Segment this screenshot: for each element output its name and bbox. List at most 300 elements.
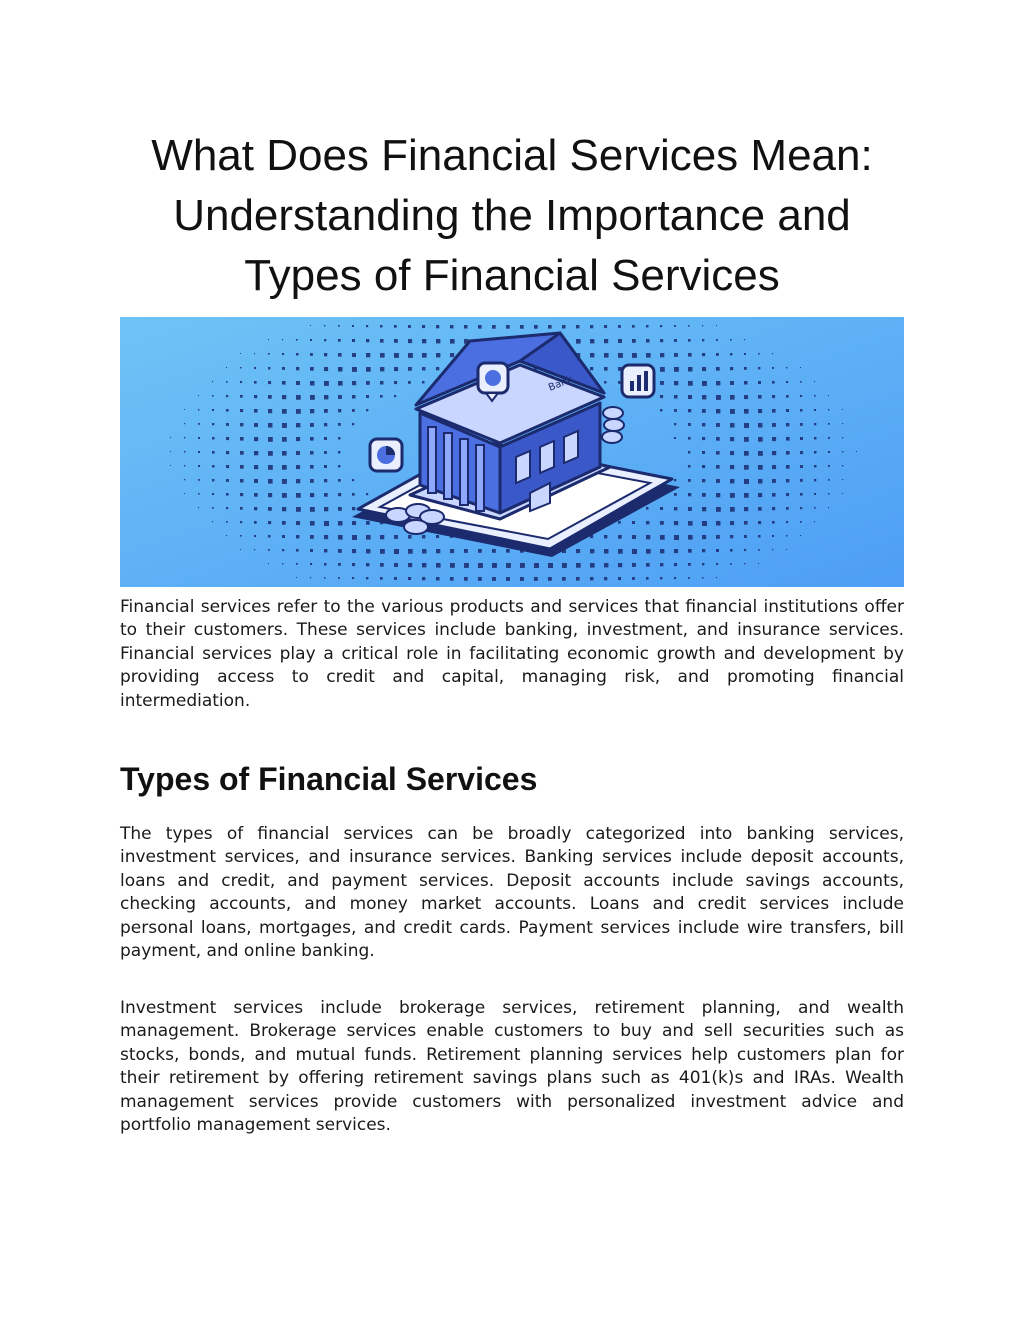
halftone-dot	[268, 395, 272, 399]
halftone-dot	[842, 451, 843, 452]
halftone-dot	[660, 381, 664, 385]
halftone-dot	[366, 381, 370, 385]
halftone-dot	[296, 535, 299, 538]
halftone-dot	[842, 437, 843, 438]
halftone-dot	[786, 395, 789, 398]
halftone-dot	[842, 465, 843, 466]
halftone-dot	[184, 409, 185, 410]
halftone-dot	[198, 451, 200, 453]
halftone-dot	[786, 493, 789, 496]
halftone-dot	[772, 451, 776, 455]
halftone-dot	[744, 479, 749, 484]
halftone-dot	[282, 367, 285, 370]
halftone-dot	[674, 423, 676, 425]
halftone-dot	[702, 493, 706, 497]
halftone-dot	[730, 353, 732, 355]
halftone-dot	[590, 563, 595, 568]
halftone-dot	[338, 479, 341, 482]
halftone-dot	[758, 521, 761, 524]
halftone-dot	[646, 339, 650, 343]
halftone-dot	[772, 465, 776, 469]
halftone-dot	[590, 549, 594, 553]
halftone-dot	[198, 409, 200, 411]
halftone-dot	[576, 339, 581, 344]
halftone-dot	[716, 409, 720, 413]
halftone-dot	[296, 493, 301, 498]
halftone-dot	[240, 549, 241, 550]
halftone-dot	[702, 479, 705, 482]
halftone-dot	[688, 423, 691, 426]
halftone-dot	[380, 367, 384, 371]
halftone-dot	[226, 437, 229, 440]
halftone-dot	[324, 465, 327, 468]
halftone-dot	[408, 325, 411, 328]
halftone-dot	[674, 563, 677, 566]
halftone-dot	[702, 521, 707, 526]
halftone-dot	[254, 549, 255, 550]
halftone-dot	[282, 465, 287, 470]
halftone-dot	[338, 549, 342, 553]
halftone-dot	[758, 409, 762, 413]
halftone-dot	[436, 325, 439, 328]
halftone-dot	[506, 563, 511, 568]
halftone-dot	[674, 339, 677, 342]
halftone-dot	[338, 493, 341, 496]
halftone-dot	[324, 325, 325, 326]
halftone-dot	[212, 465, 215, 468]
halftone-dot	[688, 577, 690, 579]
halftone-dot	[478, 325, 482, 329]
halftone-dot	[450, 325, 453, 328]
halftone-dot	[226, 507, 228, 509]
halftone-dot	[380, 339, 384, 343]
halftone-dot	[590, 325, 593, 328]
halftone-dot	[716, 577, 717, 578]
halftone-dot	[366, 521, 370, 525]
halftone-dot	[268, 409, 272, 413]
halftone-dot	[310, 339, 312, 341]
halftone-dot	[352, 577, 354, 579]
halftone-dot	[716, 507, 721, 512]
halftone-dot	[646, 577, 649, 580]
halftone-dot	[296, 367, 299, 370]
halftone-dot	[282, 507, 286, 511]
halftone-dot	[786, 479, 789, 482]
halftone-dot	[800, 493, 803, 496]
halftone-dot	[800, 367, 801, 368]
halftone-dot	[324, 479, 327, 482]
halftone-dot	[198, 465, 200, 467]
halftone-dot	[800, 535, 801, 536]
halftone-dot	[366, 549, 370, 553]
pie-chart-bubble-icon	[370, 439, 402, 471]
halftone-dot	[324, 367, 328, 371]
halftone-dot	[702, 423, 705, 426]
halftone-dot	[366, 353, 370, 357]
halftone-dot	[268, 465, 273, 470]
halftone-dot	[702, 325, 703, 326]
halftone-dot	[744, 451, 749, 456]
halftone-dot	[730, 563, 732, 565]
halftone-dot	[324, 339, 326, 341]
halftone-dot	[212, 521, 213, 522]
halftone-dot	[814, 493, 816, 495]
halftone-dot	[338, 325, 340, 327]
halftone-dot	[254, 409, 258, 413]
halftone-dot	[282, 451, 287, 456]
halftone-dot	[548, 563, 553, 568]
halftone-dot	[674, 479, 676, 481]
paragraph-investment: Investment services include brokerage services, retirement planning, and wealth management. Brokerage services enable customers to buy and sell securities such as stocks, bonds, and mutual funds. Retirement planning services help customers plan for their retirement by offering retirement savings plans such as 401(k)s and IRAs. Wealth management services provide customers with personalized investment advice and portfolio management services.	[120, 998, 904, 1136]
halftone-dot	[758, 353, 760, 355]
halftone-dot	[226, 367, 227, 368]
halftone-dot	[324, 451, 327, 454]
halftone-dot	[184, 479, 185, 480]
halftone-dot	[296, 577, 297, 578]
halftone-dot	[716, 381, 720, 385]
halftone-dot	[422, 325, 425, 328]
halftone-dot	[744, 535, 747, 538]
halftone-dot	[688, 395, 692, 399]
paragraph-banking: The types of financial services can be broadly categorized into banking services, investment services, and insurance services. Banking services include deposit accounts, loans and credit, and payment services. Deposit accounts include savings accounts, checking accounts, and money market accounts. Loans and credit services include personal loans, mortgages, and credit cards. Payment services include wire transfers, bill payment, and online banking.	[120, 824, 904, 962]
halftone-dot	[282, 409, 287, 414]
halftone-dot	[296, 563, 298, 565]
halftone-dot	[338, 353, 342, 357]
halftone-dot	[240, 535, 242, 537]
halftone-dot	[184, 451, 186, 453]
halftone-dot	[478, 549, 482, 553]
halftone-dot	[422, 577, 425, 580]
halftone-dot	[758, 507, 762, 511]
halftone-dot	[730, 367, 733, 370]
halftone-dot	[436, 339, 440, 343]
halftone-dot	[464, 577, 468, 581]
halftone-dot	[296, 339, 298, 341]
halftone-dot	[730, 521, 734, 525]
halftone-dot	[296, 437, 300, 441]
halftone-dot	[772, 381, 775, 384]
halftone-dot	[366, 493, 368, 495]
halftone-dot	[562, 563, 567, 568]
halftone-dot	[184, 465, 185, 466]
halftone-dot	[198, 479, 200, 481]
halftone-dot	[534, 325, 538, 329]
halftone-dot	[464, 325, 468, 329]
halftone-dot	[170, 465, 171, 466]
halftone-dot	[758, 381, 761, 384]
halftone-dot	[674, 549, 678, 553]
halftone-dot	[352, 381, 356, 385]
halftone-dot	[604, 535, 607, 538]
halftone-dot	[324, 395, 328, 399]
halftone-dot	[268, 535, 271, 538]
halftone-dot	[422, 367, 426, 371]
halftone-dot	[198, 507, 199, 508]
halftone-dot	[254, 479, 258, 483]
halftone-dot	[310, 465, 314, 469]
halftone-dot	[702, 465, 705, 468]
halftone-dot	[282, 381, 286, 385]
halftone-dot	[338, 451, 340, 453]
halftone-dot	[352, 563, 355, 566]
halftone-dot	[478, 577, 482, 581]
halftone-dot	[688, 493, 691, 496]
halftone-dot	[744, 353, 746, 355]
halftone-dot	[408, 353, 413, 358]
halftone-dot	[436, 353, 440, 357]
halftone-dot	[310, 521, 315, 526]
halftone-dot	[828, 507, 829, 508]
halftone-dot	[814, 521, 815, 522]
halftone-dot	[310, 381, 315, 386]
halftone-dot	[310, 437, 314, 441]
halftone-dot	[688, 451, 690, 453]
halftone-dot	[338, 367, 343, 372]
halftone-dot	[282, 437, 287, 442]
halftone-dot	[786, 423, 789, 426]
halftone-dot	[380, 325, 383, 328]
halftone-dot	[674, 437, 676, 439]
halftone-dot	[408, 563, 412, 567]
halftone-dot	[212, 507, 214, 509]
halftone-dot	[786, 381, 788, 383]
halftone-dot	[716, 521, 721, 526]
halftone-dot	[604, 353, 609, 358]
halftone-dot	[296, 507, 301, 512]
halftone-dot	[464, 563, 469, 568]
halftone-dot	[730, 423, 735, 428]
halftone-dot	[674, 409, 677, 412]
halftone-dot	[828, 409, 829, 410]
halftone-dot	[758, 549, 760, 551]
halftone-dot	[198, 395, 199, 396]
halftone-dot	[212, 479, 214, 481]
halftone-dot	[366, 339, 369, 342]
halftone-dot	[604, 549, 609, 554]
halftone-dot	[618, 325, 621, 328]
halftone-dot	[590, 367, 593, 370]
halftone-dot	[688, 325, 690, 327]
halftone-dot	[744, 507, 748, 511]
halftone-dot	[492, 325, 496, 329]
halftone-dot	[800, 451, 803, 454]
halftone-dot	[394, 577, 397, 580]
halftone-dot	[744, 437, 749, 442]
halftone-dot	[688, 381, 693, 386]
halftone-dot	[184, 437, 185, 438]
halftone-dot	[282, 563, 283, 564]
halftone-dot	[450, 563, 455, 568]
halftone-dot	[352, 507, 355, 510]
halftone-dot	[310, 395, 315, 400]
halftone-dot	[548, 325, 552, 329]
halftone-dot	[240, 381, 242, 383]
halftone-dot	[338, 423, 341, 426]
halftone-dot	[352, 535, 357, 540]
halftone-dot	[534, 563, 539, 568]
halftone-dot	[282, 479, 287, 484]
halftone-dot	[282, 423, 287, 428]
halftone-dot	[198, 423, 200, 425]
halftone-dot	[268, 339, 269, 340]
halftone-dot	[268, 493, 272, 497]
halftone-dot	[618, 521, 621, 524]
halftone-dot	[772, 395, 775, 398]
halftone-dot	[730, 479, 734, 483]
halftone-dot	[744, 381, 748, 385]
halftone-dot	[310, 409, 314, 413]
halftone-dot	[338, 465, 340, 467]
halftone-dot	[702, 507, 706, 511]
halftone-dot	[702, 563, 704, 565]
halftone-dot	[240, 423, 243, 426]
halftone-dot	[786, 465, 790, 469]
halftone-dot	[800, 423, 803, 426]
halftone-dot	[352, 325, 354, 327]
halftone-dot	[786, 437, 790, 441]
halftone-dot	[296, 395, 301, 400]
halftone-dot	[730, 409, 735, 414]
halftone-dot	[338, 395, 342, 399]
halftone-dot	[352, 409, 355, 412]
halftone-dot	[660, 325, 662, 327]
halftone-dot	[604, 367, 608, 371]
halftone-dot	[660, 367, 665, 372]
halftone-dot	[716, 325, 717, 326]
halftone-dot	[268, 549, 270, 551]
halftone-dot	[604, 339, 608, 343]
halftone-dot	[716, 353, 719, 356]
halftone-dot	[296, 423, 300, 427]
halftone-dot	[702, 367, 706, 371]
halftone-dot	[212, 451, 215, 454]
halftone-dot	[198, 493, 200, 495]
halftone-dot	[660, 409, 662, 411]
halftone-dot	[716, 549, 719, 552]
halftone-dot	[324, 521, 329, 526]
halftone-dot	[506, 325, 510, 329]
halftone-dot	[408, 535, 412, 539]
halftone-dot	[310, 479, 314, 483]
halftone-dot	[282, 535, 285, 538]
halftone-dot	[324, 549, 327, 552]
halftone-dot	[772, 521, 775, 524]
halftone-dot	[814, 437, 817, 440]
halftone-dot	[366, 409, 368, 411]
halftone-dot	[450, 577, 454, 581]
halftone-dot	[366, 535, 371, 540]
halftone-dot	[506, 549, 510, 553]
halftone-dot	[800, 479, 803, 482]
halftone-dot	[254, 367, 256, 369]
halftone-dot	[296, 451, 300, 455]
halftone-dot	[534, 577, 538, 581]
halftone-dot	[240, 409, 243, 412]
halftone-dot	[814, 451, 817, 454]
halftone-dot	[310, 353, 313, 356]
halftone-dot	[310, 577, 311, 578]
halftone-dot	[240, 465, 244, 469]
halftone-dot	[352, 395, 356, 399]
bank-sign-text: Bank	[547, 374, 575, 394]
halftone-dot	[688, 507, 692, 511]
halftone-dot	[226, 535, 227, 536]
halftone-dot	[758, 395, 762, 399]
halftone-dot	[800, 395, 802, 397]
halftone-dot	[282, 395, 286, 399]
halftone-dot	[758, 367, 760, 369]
halftone-dot	[814, 381, 815, 382]
halftone-dot	[660, 521, 664, 525]
halftone-dot	[618, 339, 622, 343]
halftone-dot	[772, 535, 774, 537]
halftone-dot	[674, 325, 676, 327]
halftone-dot	[282, 493, 287, 498]
halftone-dot	[338, 577, 340, 579]
halftone-dot	[590, 339, 594, 343]
halftone-dot	[268, 367, 270, 369]
halftone-dot	[450, 353, 454, 357]
halftone-dot	[688, 409, 691, 412]
halftone-dot	[338, 535, 343, 540]
halftone-dot	[800, 409, 803, 412]
halftone-dot	[660, 395, 663, 398]
halftone-dot	[254, 521, 257, 524]
halftone-dot	[660, 549, 664, 553]
halftone-dot	[338, 381, 343, 386]
halftone-dot	[828, 465, 830, 467]
halftone-dot	[296, 381, 300, 385]
halftone-dot	[352, 339, 355, 342]
halftone-dot	[702, 339, 704, 341]
halftone-dot	[828, 395, 829, 396]
halftone-dot	[324, 381, 329, 386]
halftone-dot	[618, 577, 621, 580]
halftone-dot	[212, 381, 213, 382]
halftone-dot	[226, 479, 229, 482]
halftone-dot	[310, 563, 312, 565]
halftone-dot	[310, 535, 314, 539]
halftone-dot	[268, 479, 273, 484]
halftone-dot	[548, 577, 552, 581]
halftone-dot	[352, 423, 354, 425]
halftone-dot	[226, 409, 229, 412]
halftone-dot	[716, 535, 720, 539]
halftone-dot	[716, 493, 720, 497]
halftone-dot	[744, 521, 748, 525]
halftone-dot	[814, 409, 816, 411]
halftone-dot	[688, 479, 691, 482]
halftone-dot	[674, 395, 678, 399]
halftone-dot	[744, 493, 749, 498]
halftone-dot	[464, 549, 468, 553]
halftone-dot	[800, 507, 802, 509]
halftone-dot	[520, 325, 524, 329]
halftone-dot	[296, 521, 300, 525]
halftone-dot	[226, 423, 229, 426]
halftone-dot	[702, 395, 706, 399]
halftone-dot	[352, 549, 356, 553]
halftone-dot	[632, 521, 635, 524]
halftone-dot	[254, 437, 258, 441]
halftone-dot	[366, 325, 368, 327]
halftone-dot	[408, 381, 411, 384]
halftone-dot	[324, 577, 326, 579]
halftone-dot	[604, 577, 607, 580]
halftone-dot	[422, 353, 427, 358]
halftone-dot	[758, 465, 763, 470]
halftone-dot	[268, 353, 270, 355]
